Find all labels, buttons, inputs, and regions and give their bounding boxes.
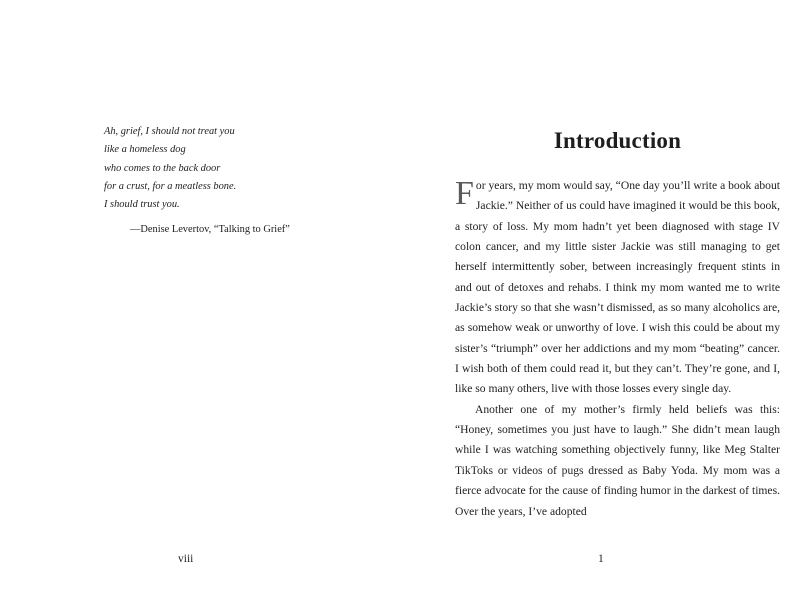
epigraph-attribution: —Denise Levertov, “Talking to Grief”	[130, 224, 290, 236]
body-paragraph: Another one of my mother’s firmly held beliefs was this: “Honey, sometimes you just have to laugh.” She didn’t mean laugh while I was watching something objectively funny, like Meg Stalter TikToks or videos of pugs dressed as Baby Yoda. My mom was a fierce advocate for the cause of finding humor in the darkest of times. Over the years, I’ve adopted	[455, 402, 780, 518]
left-page-number: viii	[178, 553, 194, 565]
epigraph-line: Ah, grief, I should not treat you	[104, 126, 235, 137]
chapter-title: Introduction	[553, 128, 682, 153]
right-page-number: 1	[598, 553, 604, 565]
epigraph-line: I should trust you.	[104, 199, 180, 211]
epigraph-line: like a homeless dog	[104, 144, 186, 156]
epigraph-line: who comes to the back door	[104, 162, 221, 174]
epigraph-line: for a crust, for a meatless bone.	[104, 180, 237, 192]
epigraph	[104, 123, 324, 238]
body-paragraph: For years, my mom would say, “One day you’ll write a book about Jackie.” Neither of us could have imagined it would be this book, a story of loss. My mom hadn’t yet been diagnosed with stage IV colon cancer, and my little sister Jackie was still managing to get herself intermittently sober, between increasingly frequent stints in and out of detoxes and rehabs. I think my mom wanted me to write Jackie’s story so that she wasn’t dismissed, as so many alcoholics are, as somehow weak or unworthy of love. I wish this could be about my sister’s “triumph” over her addictions and my mom “beating” cancer. I wish both of them could read it, but they can’t. They’re gone, and I, like so many others, live with those losses every single day.	[455, 175, 780, 396]
chapter-body	[455, 176, 780, 522]
